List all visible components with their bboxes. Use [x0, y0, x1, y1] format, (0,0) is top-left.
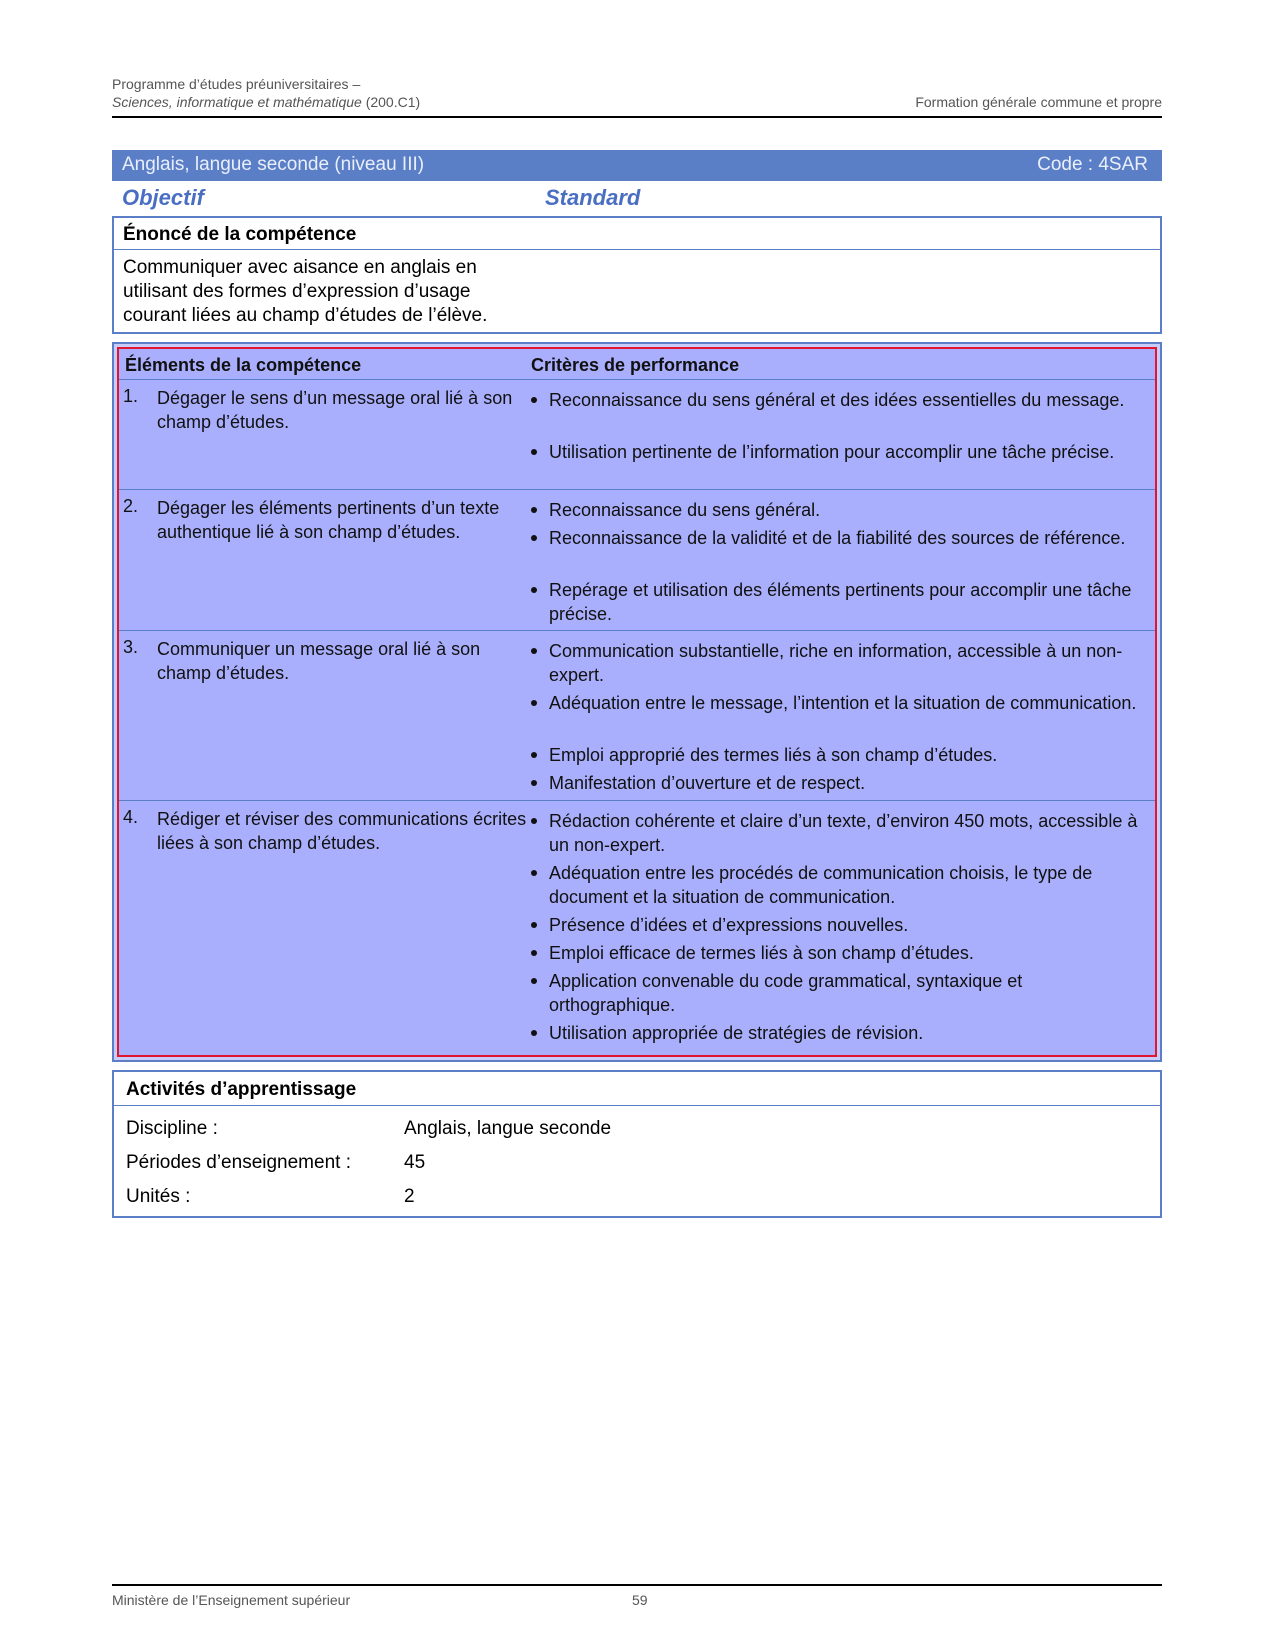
criterion-item [549, 969, 1149, 1017]
element-number: 1. [123, 386, 139, 406]
enonce-heading: Énoncé de la compétence [114, 218, 1160, 250]
element-number: 2. [123, 496, 139, 516]
criterion-text: Présence d’idées et d’expressions nouvelles. [549, 915, 909, 935]
criterion-item [549, 440, 1149, 464]
elements-table-header [119, 349, 1155, 380]
criterion-item [549, 913, 1149, 937]
activites-heading: Activités d’apprentissage [114, 1072, 1160, 1106]
objectif-heading: Objectif [122, 185, 204, 210]
activite-value: 45 [404, 1152, 426, 1173]
criterion-text: Utilisation appropriée de stratégies de révision. [549, 1023, 924, 1043]
criterion-text: Reconnaissance de la validité et de la fiabilité des sources de référence. [549, 528, 1126, 548]
criterion-text: Manifestation d’ouverture et de respect. [549, 773, 866, 793]
criterion-item [549, 743, 1149, 767]
ministry-name: Ministère de l’Enseignement supérieur [112, 1592, 351, 1608]
element-text: Dégager le sens d’un message oral lié à son champ d’études. [157, 388, 513, 432]
element-row [119, 380, 1155, 490]
program-subtitle [112, 94, 420, 110]
bullet-icon [531, 397, 537, 403]
criterion-item [549, 526, 1149, 550]
program-code: (200.C1) [361, 94, 421, 110]
standard-heading: Standard [545, 185, 641, 210]
criterion-text: Emploi approprié des termes liés à son champ d’études. [549, 745, 998, 765]
criterion-text: Adéquation entre le message, l’intention et la situation de communication. [549, 693, 1137, 713]
elements-table [117, 347, 1157, 1057]
criterion-text: Rédaction cohérente et claire d’un texte, d’environ 450 mots, accessible à un non-expert. [549, 811, 1138, 855]
enonce-text: Communiquer avec aisance en anglais en utilisant des formes d’expression d’usage courant liées au champ d’études de l’élève. [123, 257, 488, 326]
activite-label: Périodes d’enseignement : [126, 1152, 351, 1173]
bullet-icon [531, 507, 537, 513]
activite-value: 2 [404, 1186, 415, 1207]
bullet-icon [531, 950, 537, 956]
activite-label: Unités : [126, 1186, 191, 1207]
criterion-item [549, 639, 1149, 687]
criterion-text: Application convenable du code grammatical, syntaxique et orthographique. [549, 971, 1023, 1015]
program-name: Sciences, informatique et mathématique [112, 94, 362, 110]
element-row [119, 801, 1155, 1057]
criterion-text: Reconnaissance du sens général. [549, 500, 821, 520]
bullet-icon [531, 1030, 537, 1036]
bullet-icon [531, 780, 537, 786]
bullet-icon [531, 648, 537, 654]
criterion-item [549, 941, 1149, 965]
activite-row [126, 1152, 426, 1174]
element-number: 4. [123, 807, 139, 827]
elements-section [112, 342, 1162, 1062]
page-footer [112, 1584, 1162, 1608]
criterion-item [549, 691, 1149, 715]
bullet-icon [531, 700, 537, 706]
criterion-text: Adéquation entre les procédés de communication choisis, le type de document et la situation de communication. [549, 863, 1093, 907]
criterion-item [549, 861, 1149, 909]
element-row [119, 631, 1155, 801]
criterion-text: Emploi efficace de termes liés à son champ d’études. [549, 943, 974, 963]
formation-type: Formation générale commune et propre [915, 94, 1162, 110]
element-text: Rédiger et réviser des communications écrites liées à son champ d’études. [157, 809, 527, 853]
activite-label: Discipline : [126, 1118, 218, 1139]
page-number: 59 [632, 1592, 648, 1608]
bullet-icon [531, 818, 537, 824]
bullet-icon [531, 922, 537, 928]
criterion-item [549, 1021, 1149, 1045]
program-title: Programme d’études préuniversitaires – [112, 76, 361, 92]
criterion-item [549, 498, 1149, 522]
criterion-text: Communication substantielle, riche en information, accessible à un non-expert. [549, 641, 1123, 685]
element-text: Dégager les éléments pertinents d’un texte authentique lié à son champ d’études. [157, 498, 500, 542]
element-number: 3. [123, 637, 139, 657]
activite-row [126, 1118, 612, 1140]
enonce-section [112, 216, 1162, 334]
course-title-bar [112, 150, 1162, 181]
criterion-text: Utilisation pertinente de l’information pour accomplir une tâche précise. [549, 442, 1115, 462]
criterion-item [549, 771, 1149, 795]
bullet-icon [531, 752, 537, 758]
activite-row [126, 1186, 415, 1208]
element-row [119, 490, 1155, 631]
criterion-item [549, 578, 1149, 626]
activites-section [112, 1070, 1162, 1218]
bullet-icon [531, 587, 537, 593]
page-header [112, 76, 1162, 118]
bullet-icon [531, 978, 537, 984]
bullet-icon [531, 535, 537, 541]
criterion-item [549, 388, 1149, 412]
criterion-text: Reconnaissance du sens général et des idées essentielles du message. [549, 390, 1125, 410]
bullet-icon [531, 449, 537, 455]
criterion-item [549, 809, 1149, 857]
activite-value: Anglais, langue seconde [404, 1118, 612, 1139]
criteria-heading: Critères de performance [531, 355, 740, 375]
course-title: Anglais, langue seconde (niveau III) [122, 154, 425, 175]
course-code: Code : 4SAR [1037, 154, 1148, 175]
elements-heading: Éléments de la compétence [125, 355, 362, 375]
criterion-text: Repérage et utilisation des éléments pertinents pour accomplir une tâche précise. [549, 580, 1132, 624]
bullet-icon [531, 870, 537, 876]
element-text: Communiquer un message oral lié à son champ d’études. [157, 639, 481, 683]
